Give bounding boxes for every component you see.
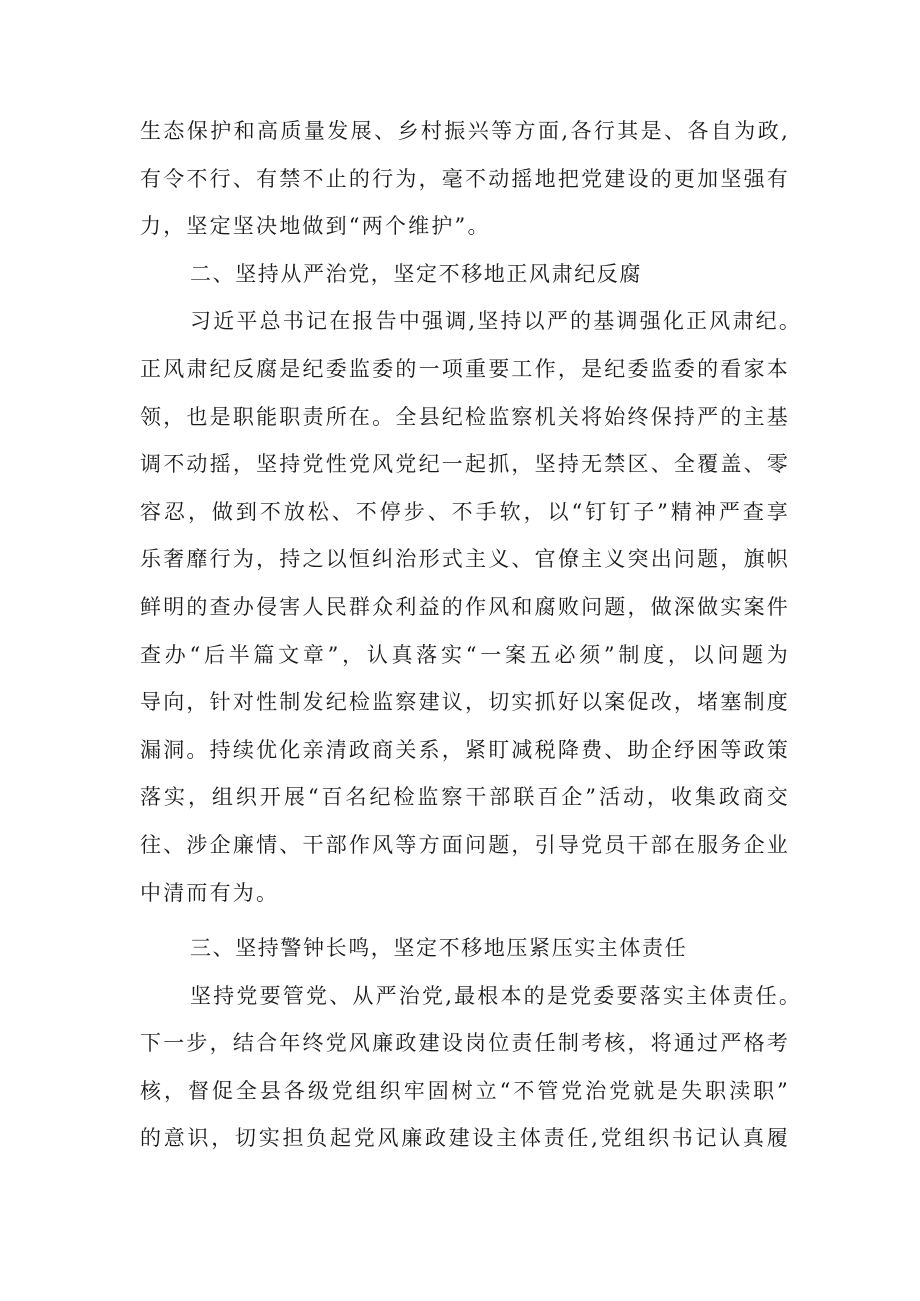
paragraph-line: 正风肃纪反腐是纪委监委的一项重要工作，是纪委监委的看家本: [140, 356, 790, 381]
paragraph-line: 鲜明的查办侵害人民群众利益的作风和腐败问题，做深做实案件: [140, 594, 790, 619]
paragraph-line: 核，督促全县各级党组织牢固树立“不管党治党就是失职渎职”: [140, 1078, 790, 1103]
paragraph-line: 漏洞。持续优化亲清政商关系，紧盯减税降费、助企纾困等政策: [140, 737, 790, 762]
paragraph-line: 有令不行、有禁不止的行为，毫不动摇地把党建设的更加坚强有: [140, 166, 790, 191]
paragraph-line: 查办“后半篇文章”，认真落实“一案五必须”制度，以问题为: [140, 642, 790, 667]
paragraph-line: 生态保护和高质量发展、乡村振兴等方面,各行其是、各自为政,: [140, 119, 790, 143]
paragraph-line: 习近平总书记在报告中强调,坚持以严的基调强化正风肃纪。: [190, 309, 803, 334]
paragraph-line: 力，坚定坚决地做到“两个维护”。: [140, 214, 491, 239]
paragraph-line: 调不动摇，坚持党性党风党纪一起抓，坚持无禁区、全覆盖、零: [140, 452, 790, 477]
paragraph-line: 容忍，做到不放松、不停步、不手软，以“钉钉子”精神严查享: [140, 499, 790, 524]
paragraph-line: 坚持党要管党、从严治党,最根本的是党委要落实主体责任。: [190, 983, 803, 1008]
paragraph-line: 导向，针对性制发纪检监察建议，切实抓好以案促改，堵塞制度: [140, 690, 790, 715]
paragraph-line: 乐奢靡行为，持之以恒纠治形式主义、官僚主义突出问题，旗帜: [140, 547, 790, 572]
paragraph-line: 领，也是职能职责所在。全县纪检监察机关将始终保持严的主基: [140, 404, 790, 429]
paragraph-line: 的意识，切实担负起党风廉政建设主体责任,党组织书记认真履: [140, 1126, 790, 1151]
paragraph-line: 落实，组织开展“百名纪检监察干部联百企”活动，收集政商交: [140, 785, 790, 810]
paragraph-line: 往、涉企廉情、干部作风等方面问题，引导党员干部在服务企业: [140, 832, 790, 857]
section-heading: 二、坚持从严治党，坚定不移地正风肃纪反腐: [190, 261, 642, 286]
document-body: [140, 108, 803, 1163]
paragraph-line: 下一步，结合年终党风廉政建设岗位责任制考核，将通过严格考: [140, 1031, 790, 1056]
paragraph-line: 中清而有为。: [140, 880, 280, 905]
section-heading: 三、坚持警钟长鸣，坚定不移地压紧压实主体责任: [190, 936, 688, 961]
